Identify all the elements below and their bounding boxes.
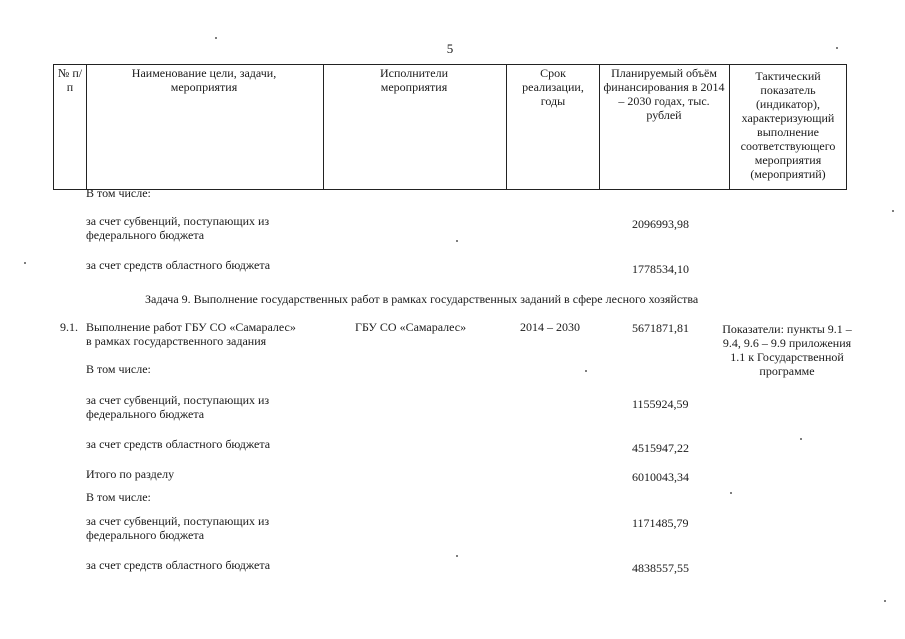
item-number: 9.1. (60, 320, 78, 334)
scan-speck (456, 555, 458, 557)
item-value: 5671871,81 (632, 321, 689, 335)
item-name-line2: в рамках государственного задания (86, 334, 267, 348)
scan-speck (730, 492, 732, 494)
scan-speck (456, 240, 458, 242)
header-col-term: Срок реализации, годы (522, 66, 584, 108)
scan-speck (884, 600, 886, 602)
federal-budget-label: федерального бюджета (86, 407, 205, 421)
federal-subvention-label: за счет субвенций, поступающих из (86, 214, 270, 228)
scan-speck (800, 438, 802, 440)
header-table (53, 64, 847, 190)
including-label: В том числе: (86, 186, 151, 200)
section-total-value: 6010043,34 (632, 470, 689, 484)
scan-speck (836, 47, 838, 49)
header-col-funding: Планируемый объём финансирования в 2014 – 2030 годах, тыс. рублей (603, 66, 725, 122)
item-name-line1: Выполнение работ ГБУ СО «Самаралес» (86, 320, 296, 334)
item-term: 2014 – 2030 (520, 320, 580, 334)
column-divider (506, 65, 507, 189)
regional-budget-label: за счет средств областного бюджета (86, 437, 271, 451)
header-col-indicator: Тактический показатель (индикатор), характеризующий выполнение соответствующего мероприятия (мероприятий) (740, 69, 836, 181)
scan-speck (24, 262, 26, 264)
regional-value: 1778534,10 (632, 262, 689, 276)
federal-subvention-label: за счет субвенций, поступающих из (86, 514, 270, 528)
scan-speck (585, 370, 587, 372)
federal-value: 1155924,59 (632, 397, 689, 411)
regional-value: 4838557,55 (632, 561, 689, 575)
scan-speck (892, 210, 894, 212)
federal-value: 2096993,98 (632, 217, 689, 231)
header-col-name: Наименование цели, задачи, мероприятия (131, 66, 277, 94)
regional-value: 4515947,22 (632, 441, 689, 455)
scan-speck (215, 37, 217, 39)
item-executor: ГБУ СО «Самаралес» (355, 320, 467, 334)
federal-subvention-label: за счет субвенций, поступающих из (86, 393, 270, 407)
item-indicator: Показатели: пункты 9.1 – 9.4, 9.6 – 9.9 приложения 1.1 к Государственной программе (722, 322, 852, 378)
federal-budget-label: федерального бюджета (86, 528, 205, 542)
federal-budget-label: федерального бюджета (86, 228, 205, 242)
header-col-number: № п/п (57, 66, 83, 94)
column-divider (86, 65, 87, 189)
header-col-executors: Исполнители мероприятия (379, 66, 449, 94)
section-total-label: Итого по разделу (86, 467, 175, 481)
federal-value: 1171485,79 (632, 516, 689, 530)
including-label: В том числе: (86, 362, 151, 376)
regional-budget-label: за счет средств областного бюджета (86, 558, 271, 572)
column-divider (599, 65, 600, 189)
column-divider (323, 65, 324, 189)
regional-budget-label: за счет средств областного бюджета (86, 258, 271, 272)
column-divider (729, 65, 730, 189)
including-label: В том числе: (86, 490, 151, 504)
page-number: 5 (446, 41, 454, 56)
task-title: Задача 9. Выполнение государственных работ в рамках государственных заданий в сфере лесного хозяйства (145, 292, 699, 306)
